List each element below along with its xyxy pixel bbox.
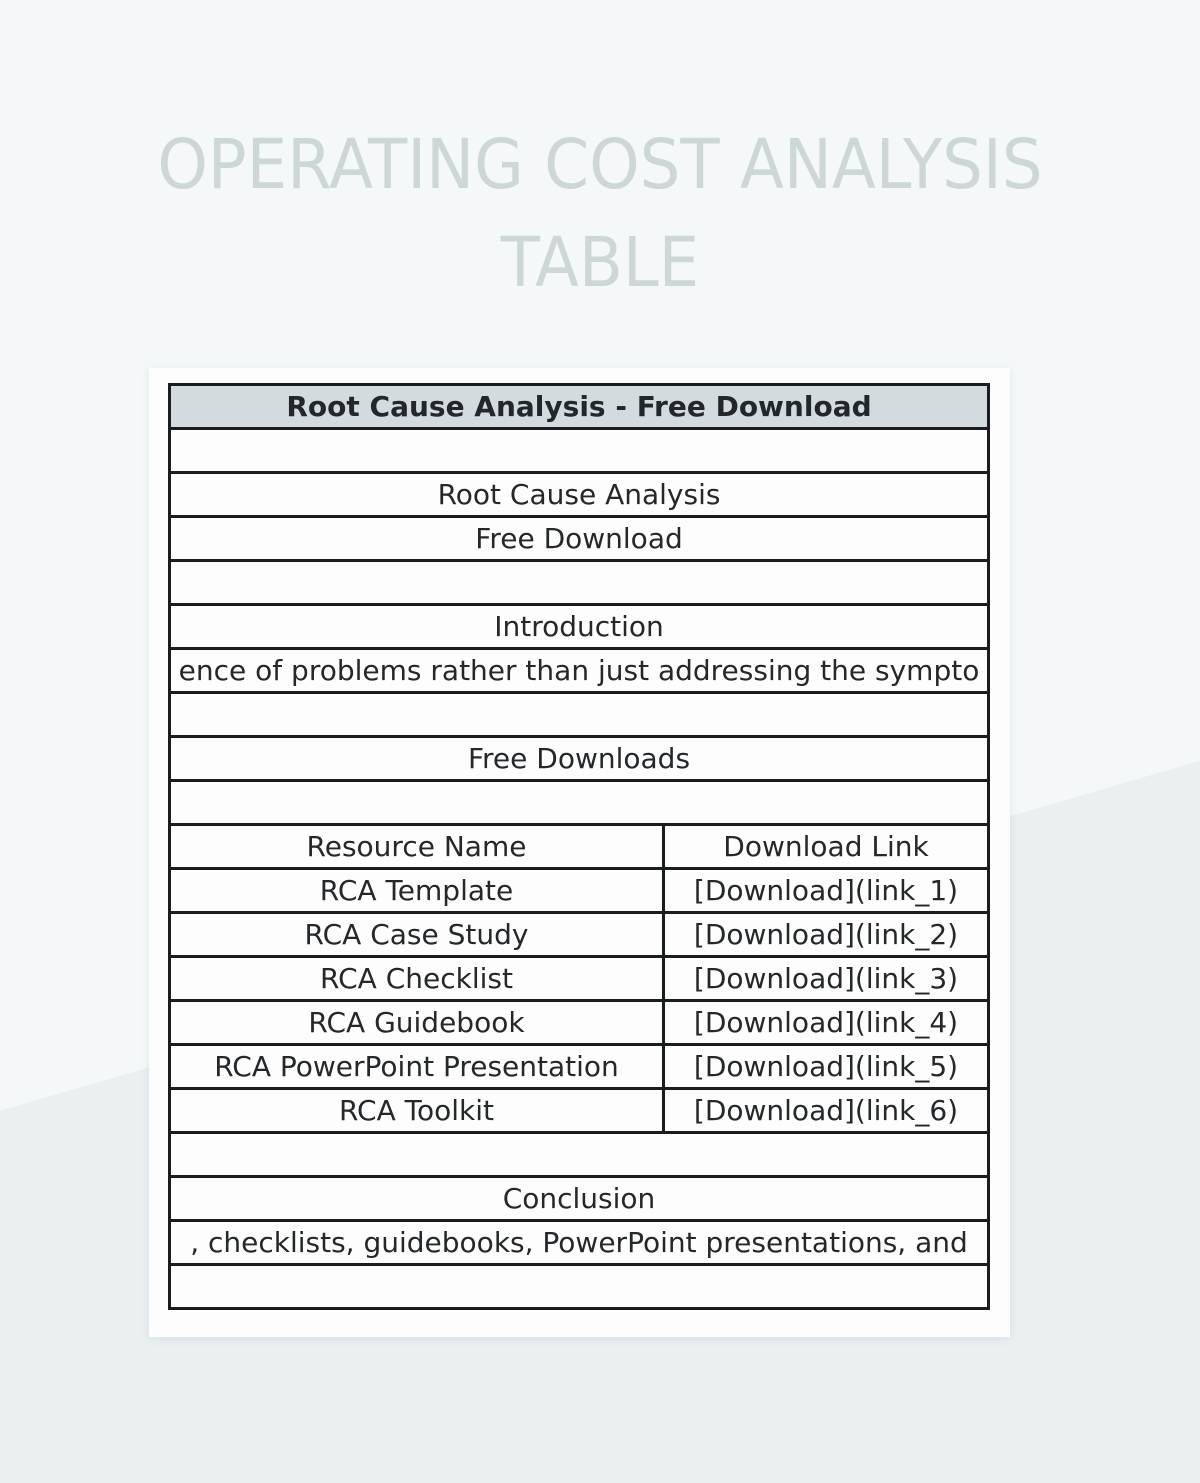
- section-heading-free-downloads: Free Downloads: [171, 738, 987, 782]
- resource-name-cell: RCA Template: [171, 870, 665, 911]
- download-table-row: [171, 1046, 987, 1090]
- page-title-line-1: OPERATING COST ANALYSIS: [157, 125, 1043, 205]
- conclusion-paragraph-cell: , checklists, guidebooks, PowerPoint presentations, and: [171, 1222, 987, 1266]
- empty-cell: [171, 694, 987, 738]
- page-title-line-2: TABLE: [500, 223, 700, 303]
- resource-name-cell: RCA Case Study: [171, 914, 665, 955]
- empty-cell: [171, 782, 987, 826]
- sheet-header-cell: Root Cause Analysis - Free Download: [171, 386, 987, 430]
- download-table-row: [171, 958, 987, 1002]
- download-table-row: [171, 870, 987, 914]
- download-link-cell[interactable]: [Download](link_2): [693, 918, 959, 951]
- download-table-row: [171, 914, 987, 958]
- section-heading-introduction: Introduction: [171, 606, 987, 650]
- download-table-header-row: [171, 826, 987, 870]
- resource-name-cell: RCA Toolkit: [171, 1090, 665, 1131]
- column-header-download-link: Download Link: [723, 830, 929, 863]
- download-table-row: [171, 1002, 987, 1046]
- section-heading-conclusion: Conclusion: [171, 1178, 987, 1222]
- subtitle-cell-root-cause-analysis: Root Cause Analysis: [171, 474, 987, 518]
- download-table-row: [171, 1090, 987, 1134]
- empty-cell: [171, 1266, 987, 1307]
- subtitle-cell-free-download: Free Download: [171, 518, 987, 562]
- template-preview-card: [149, 368, 1010, 1337]
- empty-cell: [171, 562, 987, 606]
- introduction-paragraph-cell: ence of problems rather than just addressing the sympto: [171, 650, 987, 694]
- download-link-cell[interactable]: [Download](link_3): [693, 962, 959, 995]
- resource-name-cell: RCA Checklist: [171, 958, 665, 999]
- download-link-cell[interactable]: [Download](link_6): [693, 1094, 959, 1127]
- spreadsheet-grid: [168, 383, 990, 1310]
- page-title: [42, 116, 1158, 312]
- download-link-cell[interactable]: [Download](link_1): [693, 874, 959, 907]
- resource-name-cell: RCA Guidebook: [171, 1002, 665, 1043]
- resource-name-cell: RCA PowerPoint Presentation: [171, 1046, 665, 1087]
- empty-cell: [171, 430, 987, 474]
- download-link-cell[interactable]: [Download](link_5): [693, 1050, 959, 1083]
- download-link-cell[interactable]: [Download](link_4): [693, 1006, 959, 1039]
- column-header-resource-name: Resource Name: [171, 826, 665, 867]
- empty-cell: [171, 1134, 987, 1178]
